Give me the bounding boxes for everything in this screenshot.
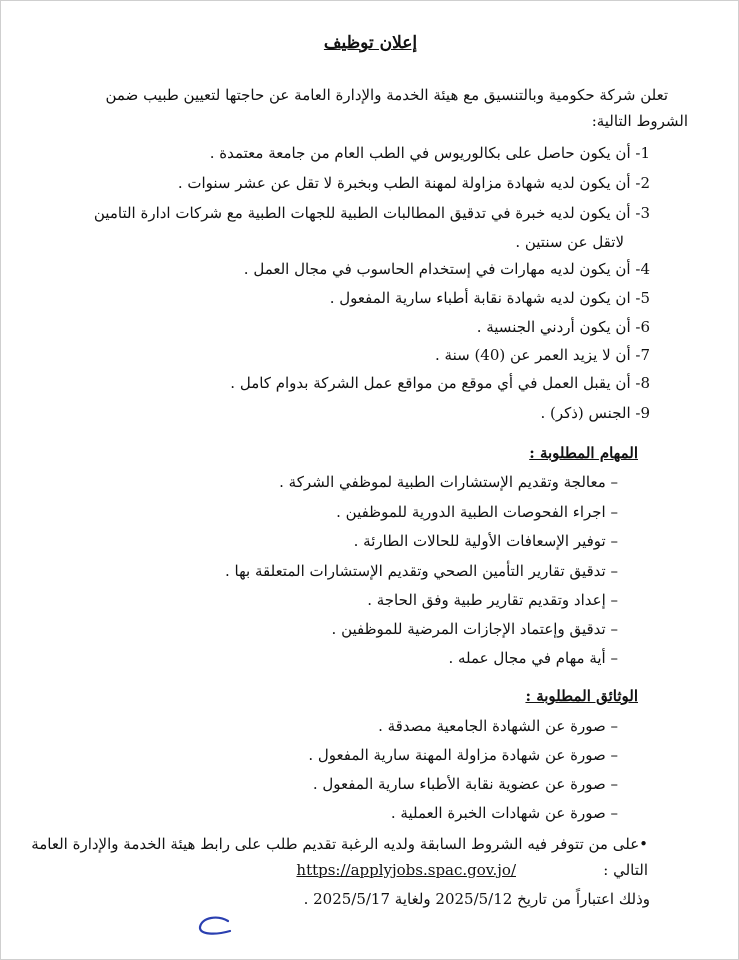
condition-3: 3- أن يكون لديه خبرة في تدقيق المطالبات الطبية للجهات الطبية مع شركات ادارة التامين bbox=[93, 204, 650, 222]
condition-9: 9- الجنس (ذكر) . bbox=[540, 404, 650, 422]
document-item: – صورة عن عضوية نقابة الأطباء سارية المفعول . bbox=[312, 775, 618, 793]
page-title: إعلان توظيف bbox=[323, 33, 418, 53]
task-item: – تدقيق وإعتماد الإجازات المرضية للموظفين . bbox=[331, 620, 618, 638]
intro-line-1: تعلن شركة حكومية وبالتنسيق مع هيئة الخدمة والإدارة العامة عن حاجتها لتعيين طبيب ضمن bbox=[105, 86, 668, 104]
document-item: – صورة عن شهادات الخبرة العملية . bbox=[390, 804, 618, 822]
task-item: – توفير الإسعافات الأولية للحالات الطارئة . bbox=[353, 532, 618, 550]
footer-line-1: •على من تتوفر فيه الشروط السابقة ولديه الرغبة تقديم طلب على رابط هيئة الخدمة والإدارة العامة bbox=[31, 835, 648, 853]
signature-mark bbox=[196, 913, 232, 939]
footer-label: التالي : bbox=[603, 861, 648, 879]
condition-2: 2- أن يكون لديه شهادة مزاولة لمهنة الطب وبخبرة لا تقل عن عشر سنوات . bbox=[177, 174, 650, 192]
documents-heading: الوثائق المطلوبة : bbox=[525, 687, 638, 705]
tasks-heading: المهام المطلوبة : bbox=[529, 444, 638, 462]
task-item: – معالجة وتقديم الإستشارات الطبية لموظفي الشركة . bbox=[279, 473, 618, 491]
redaction-box bbox=[73, 423, 305, 468]
task-item: – إعداد وتقديم تقارير طبية وفق الحاجة . bbox=[367, 591, 618, 609]
apply-link[interactable]: https://applyjobs.spac.gov.jo/ bbox=[296, 861, 516, 879]
condition-1: 1- أن يكون حاصل على بكالوريوس في الطب العام من جامعة معتمدة . bbox=[209, 144, 650, 162]
footer-date-line: وذلك اعتباراً من تاريخ 2025/5/12 ولغاية 2025/5/17 . bbox=[303, 890, 650, 908]
condition-8: 8- أن يقبل العمل في أي موقع من مواقع عمل الشركة بدوام كامل . bbox=[230, 374, 650, 392]
task-item: – أية مهام في مجال عمله . bbox=[448, 649, 618, 667]
task-item: – تدقيق تقارير التأمين الصحي وتقديم الإستشارات المتعلقة بها . bbox=[225, 562, 618, 580]
task-item: – اجراء الفحوصات الطبية الدورية للموظفين . bbox=[336, 503, 618, 521]
intro-line-2: الشروط التالية: bbox=[591, 112, 688, 130]
condition-6: 6- أن يكون أردني الجنسية . bbox=[476, 318, 650, 336]
condition-3-cont: لاتقل عن سنتين . bbox=[515, 233, 624, 251]
document-item: – صورة عن شهادة مزاولة المهنة سارية المفعول . bbox=[308, 746, 618, 764]
condition-5: 5- ان يكون لديه شهادة نقابة أطباء سارية المفعول . bbox=[329, 289, 650, 307]
document-item: – صورة عن الشهادة الجامعية مصدقة . bbox=[378, 717, 618, 735]
condition-4: 4- أن يكون لديه مهارات في إستخدام الحاسوب في مجال العمل . bbox=[243, 260, 650, 278]
condition-7: 7- أن لا يزيد العمر عن (40) سنة . bbox=[435, 346, 650, 364]
